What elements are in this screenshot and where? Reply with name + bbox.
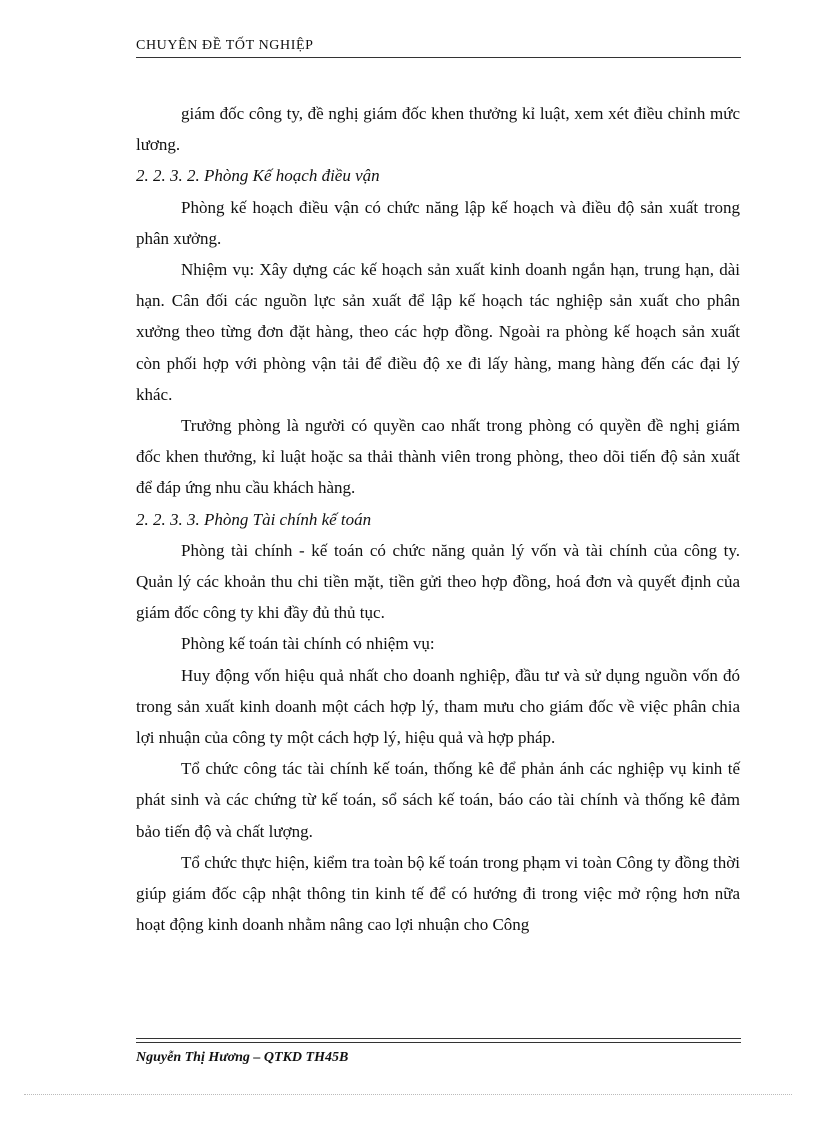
paragraph-2: Phòng kế hoạch điều vận có chức năng lập kế hoạch và điều độ sản xuất trong phân xưởng.: [136, 197, 740, 248]
footer-rule-top: [136, 1038, 741, 1039]
paragraph-7: Huy động vốn hiệu quả nhất cho doanh nghiệp, đầu tư và sử dụng nguồn vốn đó trong sản xuất kinh doanh một cách hợp lý, tham mưu cho giám đốc về việc phân chia lợi nhuận của công ty một cách hợp lý, hiệu quả và hợp pháp.: [136, 665, 740, 748]
paragraph-1: giám đốc công ty, đề nghị giám đốc khen thưởng kỉ luật, xem xét điều chỉnh mức lương.: [136, 104, 740, 155]
paragraph-9: Tổ chức thực hiện, kiểm tra toàn bộ kế toán trong phạm vi toàn Công ty đồng thời giúp giám đốc cập nhật thông tin kinh tế để có hướng đi trong việc mở rộng hơn nữa hoạt động kinh doanh nhằm nâng cao lợi nhuận cho Công: [136, 852, 740, 935]
paragraph-3: Nhiệm vụ: Xây dựng các kế hoạch sản xuất kinh doanh ngắn hạn, trung hạn, dài hạn. Cân đối các nguồn lực sản xuất để lập kế hoạch tác nghiệp sản xuất cho phân xưởng theo từng đơn đặt hàng, theo các hợp đồng. Ngoài ra phòng kế hoạch sản xuất còn phối hợp với phòng vận tải để điều độ xe đi lấy hàng, mang hàng đến các đại lý khác.: [136, 260, 740, 404]
paragraph-6: Phòng kế toán tài chính có nhiệm vụ:: [181, 634, 435, 654]
document-body: [136, 98, 740, 940]
header-title: CHUYÊN ĐỀ TỐT NGHIỆP: [136, 38, 314, 53]
paragraph-5: Phòng tài chính - kế toán có chức năng quản lý vốn và tài chính của công ty. Quản lý các khoản thu chi tiền mặt, tiền gửi theo hợp đồng, hoá đơn và quyết định của giám đốc công ty khi đầy đủ thủ tục.: [136, 540, 740, 623]
footer-rule-bottom: [136, 1042, 741, 1043]
page-edge-divider: [24, 1094, 792, 1095]
section-heading-2-2-3-3: 2. 2. 3. 3. Phòng Tài chính kế toán: [136, 509, 372, 529]
paragraph-4: Trưởng phòng là người có quyền cao nhất trong phòng có quyền đề nghị giám đốc khen thưởng, kỉ luật hoặc sa thải thành viên trong phòng, theo dõi tiến độ sản xuất để đáp ứng nhu cầu khách hàng.: [136, 416, 740, 498]
footer-author: Nguyễn Thị Hương – QTKD TH45B: [136, 1050, 349, 1065]
section-heading-2-2-3-2: 2. 2. 3. 2. Phòng Kế hoạch điều vận: [136, 166, 380, 186]
paragraph-8: Tổ chức công tác tài chính kế toán, thống kê để phản ánh các nghiệp vụ kinh tế phát sinh và các chứng từ kế toán, sổ sách kế toán, báo cáo tài chính và thống kê đảm bảo tiến độ và chất lượng.: [136, 759, 740, 841]
page-header: [136, 36, 741, 58]
